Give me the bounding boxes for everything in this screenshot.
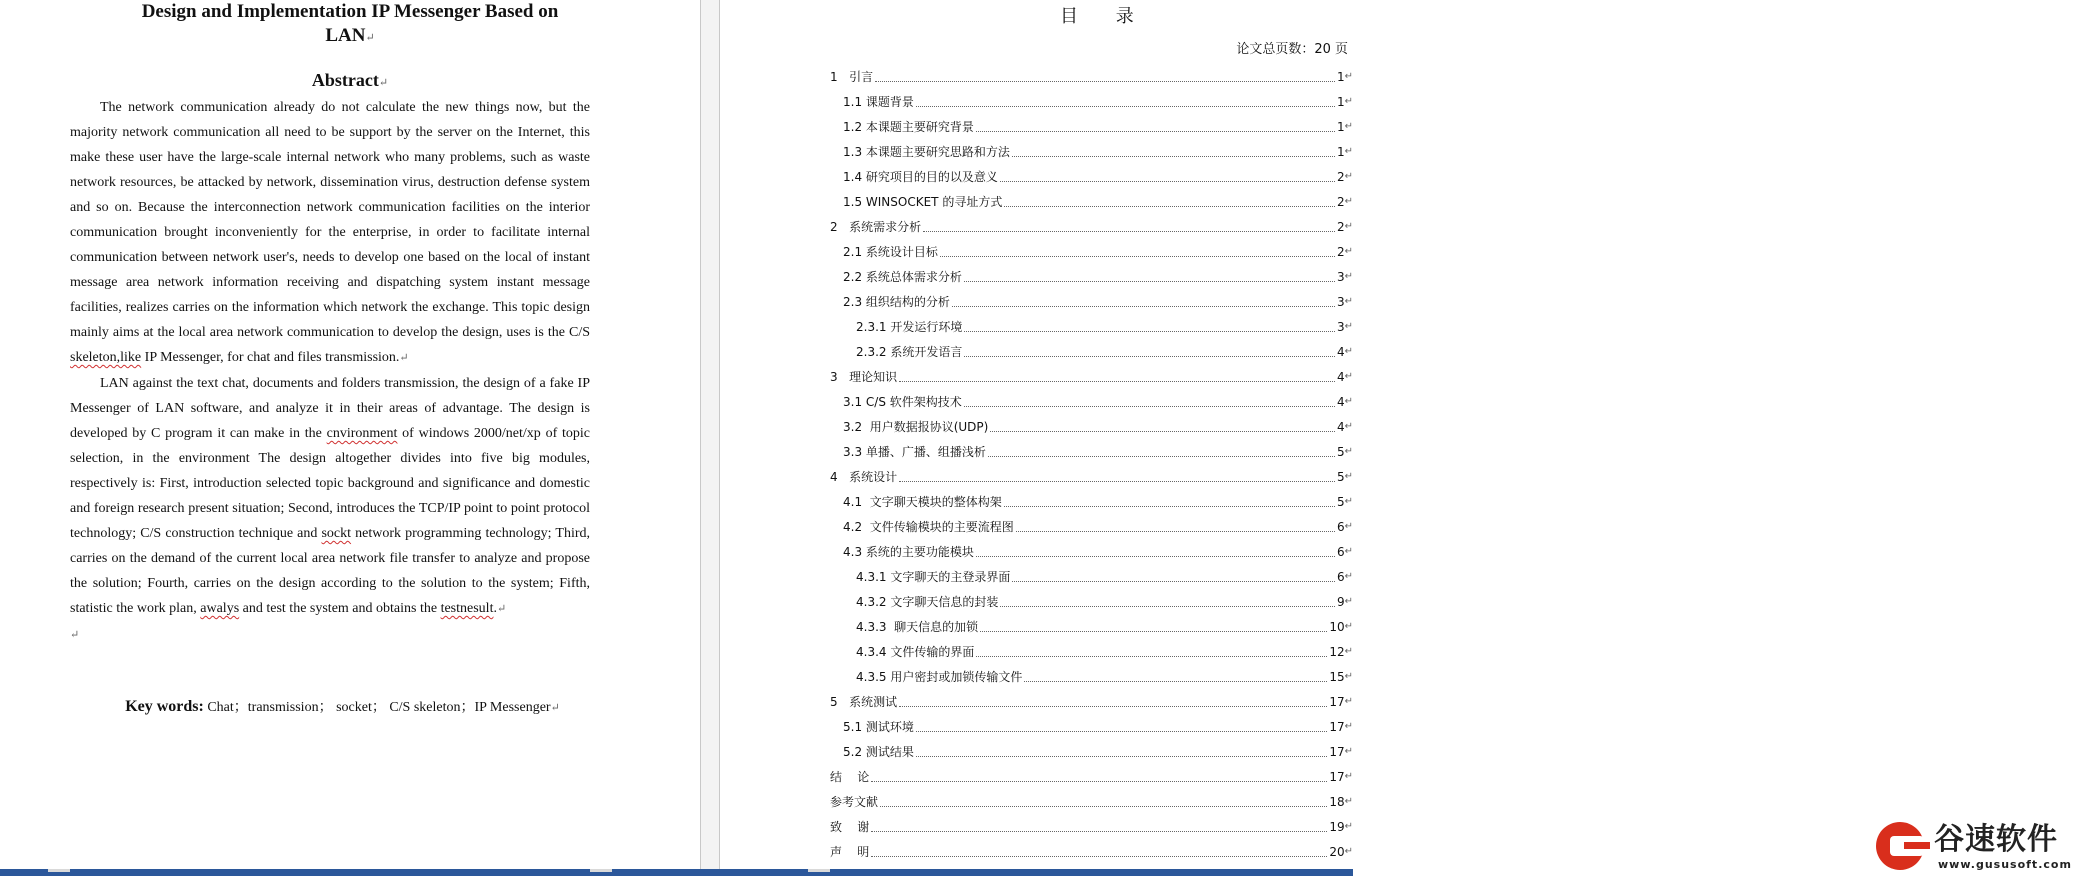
paragraph-mark: ↵ xyxy=(1344,546,1353,557)
abstract-heading xyxy=(70,68,630,95)
toc-entry-number: 4.3 xyxy=(843,544,866,559)
toc-entry-number: 1 xyxy=(830,69,850,84)
toc-leader-dots xyxy=(1000,605,1334,607)
toc-leader-dots xyxy=(1004,505,1335,507)
toc-entry-page: 2 xyxy=(1336,169,1345,184)
toc-leader-dots xyxy=(976,555,1335,557)
toc-leader-dots xyxy=(964,330,1334,332)
spelling-error-word: sockt xyxy=(321,526,352,541)
toc-leader-dots xyxy=(990,430,1334,432)
empty-paragraph xyxy=(70,622,590,647)
toc-entry[interactable] xyxy=(830,114,1353,139)
toc-leader-dots xyxy=(1012,155,1335,157)
paragraph-mark: ↵ xyxy=(1344,446,1353,457)
paragraph-mark: ↵ xyxy=(550,702,560,714)
abstract-paragraph-1 xyxy=(70,95,590,371)
toc-entry-page: 17 xyxy=(1329,769,1345,784)
toc-leader-dots xyxy=(976,655,1327,657)
toc-title-text: 目 录 xyxy=(1060,6,1150,27)
spelling-error-word: cnvironment xyxy=(326,426,398,441)
keywords-label: Key words: xyxy=(125,698,204,715)
paragraph-mark: ↵ xyxy=(1344,746,1353,757)
paragraph-mark: ↵ xyxy=(1344,96,1353,107)
toc-entry[interactable] xyxy=(830,64,1353,89)
toc-entry-page: 1 xyxy=(1336,94,1345,109)
toc-entry-title: 文件传输的界面 xyxy=(890,645,975,659)
toc-entry-page: 12 xyxy=(1329,644,1345,659)
toc-leader-dots xyxy=(976,130,1335,132)
toc-entry-number: 3.2 xyxy=(843,419,870,434)
paragraph-mark: ↵ xyxy=(1344,796,1353,807)
toc-entry-page: 10 xyxy=(1329,619,1345,634)
toc-entry-page: 19 xyxy=(1329,819,1345,834)
toc-entry-number: 4.2 xyxy=(843,519,870,534)
spelling-error-word: skeleton,like xyxy=(70,350,142,365)
toc-entry-number: 4 xyxy=(830,469,850,484)
toc-entry-title: 系统设计目标 xyxy=(865,245,938,259)
paragraph-mark: ↵ xyxy=(1344,196,1353,207)
toc-entry-number: 4.3.3 xyxy=(856,619,895,634)
abstract-paragraph-2 xyxy=(70,371,590,622)
text-run: The network communication already do not calculate the new things now, but the majority network communication all need to be support by the server on the Internet, this make these user have the large-scale internal network who many problems, such as waste network resources, be attacked by network, dissemination virus, destruction defense system and so on. Because the interconnection network communication facilities on the interior communication brought inconveniently for the enterprise, in order to facilitate internal communication between network user's, needs to develop one based on the local of instant message area network information receiving and dispatching system instant message facilities, realizes carries on the information which network the exchange. This topic design mainly aims at the local area network communication to develop the design, uses is the C/S xyxy=(70,100,590,340)
toc-entry-number: 2.3.1 xyxy=(856,319,891,334)
paragraph-mark: ↵ xyxy=(1344,246,1353,257)
toc-entry-number: 5.1 xyxy=(843,719,866,734)
toc-entry-title: 开发运行环境 xyxy=(890,320,963,334)
toc-leader-dots xyxy=(871,780,1327,782)
paragraph-mark: ↵ xyxy=(1344,396,1353,407)
toc-entry[interactable] xyxy=(830,614,1353,639)
paragraph-mark: ↵ xyxy=(1344,346,1353,357)
toc-entry-number: 5.2 xyxy=(843,744,866,759)
toc-entry-title: 文字聊天模块的整体构架 xyxy=(869,495,1002,509)
text-run: and test the system and obtains the xyxy=(239,601,441,616)
paragraph-mark: ↵ xyxy=(365,32,375,44)
toc-entry-page: 17 xyxy=(1329,744,1345,759)
toc-entry[interactable] xyxy=(830,189,1353,214)
toc-entry[interactable] xyxy=(830,439,1353,464)
toc-entry-page: 6 xyxy=(1336,519,1345,534)
toc-entry-number: 2 xyxy=(830,219,850,234)
text-run: . xyxy=(493,601,497,616)
paragraph-mark: ↵ xyxy=(1344,596,1353,607)
toc-entry-page: 1 xyxy=(1336,119,1345,134)
toc-entry-page: 17 xyxy=(1329,694,1345,709)
toc-entry-page: 1 xyxy=(1336,144,1345,159)
toc-entry-title: 测试结果 xyxy=(865,745,914,759)
text-run: network programming technology; Third, carries on the demand of the current local area network file transfer to analyze and propose the solution; Fourth, carries on the design according to the solution to the system; Fifth, statistic the work plan, xyxy=(70,526,591,616)
toc-entry-title: 本课题主要研究背景 xyxy=(865,120,974,134)
toc-entry-title: 课题背景 xyxy=(865,95,914,109)
toc-entry-title: 系统开发语言 xyxy=(890,345,963,359)
paragraph-mark: ↵ xyxy=(1344,721,1353,732)
logo-url-text: www.gususoft.com xyxy=(1938,858,2072,871)
toc-entry[interactable] xyxy=(830,789,1353,814)
ruler-tick xyxy=(48,869,70,872)
toc-entry-page: 2 xyxy=(1336,194,1345,209)
toc-entry-title: 单播、广播、组播浅析 xyxy=(865,445,986,459)
paragraph-mark: ↵ xyxy=(1344,846,1353,857)
paragraph-mark: ↵ xyxy=(70,629,80,641)
toc-entry[interactable] xyxy=(830,664,1353,689)
toc-leader-dots xyxy=(952,305,1335,307)
toc-entry-page: 5 xyxy=(1336,494,1345,509)
logo-g-bar xyxy=(1904,842,1930,849)
toc-entry-title: 声 明 xyxy=(830,845,870,859)
paragraph-mark: ↵ xyxy=(496,603,507,615)
toc-entry[interactable] xyxy=(830,589,1353,614)
paragraph-mark: ↵ xyxy=(1344,671,1353,682)
toc-entry[interactable] xyxy=(830,339,1353,364)
toc-entry-number: 1.3 xyxy=(843,144,866,159)
paragraph-mark: ↵ xyxy=(1344,171,1353,182)
paragraph-mark: ↵ xyxy=(1344,321,1353,332)
toc-leader-dots xyxy=(1000,180,1335,182)
toc-entry[interactable] xyxy=(830,689,1353,714)
toc-entry-title: 文件传输模块的主要流程图 xyxy=(869,520,1014,534)
toc-entry-title: 系统的主要功能模块 xyxy=(865,545,974,559)
paragraph-mark: ↵ xyxy=(1344,621,1353,632)
toc-entry-page: 4 xyxy=(1336,369,1345,384)
spelling-error-word: awalys xyxy=(200,601,240,616)
toc-leader-dots xyxy=(1004,205,1334,207)
toc-entry-page: 18 xyxy=(1329,794,1345,809)
text-run: IP Messenger, for chat and files transmission. xyxy=(141,350,400,365)
toc-entry[interactable] xyxy=(830,414,1353,439)
toc-entry-page: 6 xyxy=(1336,569,1345,584)
toc-entry-number: 4.3.2 xyxy=(856,594,891,609)
toc-entry-page: 9 xyxy=(1336,594,1345,609)
keywords-text: Chat；transmission； socket； C/S skeleton；IP Messenger xyxy=(203,700,551,715)
toc-entry-title: 参考文献 xyxy=(830,795,879,809)
toc-leader-dots xyxy=(964,355,1334,357)
toc-leader-dots xyxy=(988,455,1335,457)
text-run: of windows 2000/net/xp of topic selection, in the environment The design altogether divides into five big modules, respectively is: First, introduction selected topic background and significance and domestic and foreign research present situation; Second, introduces the TCP/IP point to point protocol technology; C/S construction technique and xyxy=(70,426,590,541)
abstract-heading-text: Abstract xyxy=(311,70,379,90)
paragraph-mark: ↵ xyxy=(1344,296,1353,307)
left-page xyxy=(0,0,700,870)
toc-entry[interactable] xyxy=(830,739,1353,764)
paragraph-mark: ↵ xyxy=(1344,646,1353,657)
toc-leader-dots xyxy=(875,80,1335,82)
paragraph-mark: ↵ xyxy=(1344,521,1353,532)
toc-entry[interactable] xyxy=(830,264,1353,289)
toc-entry-number: 4.3.5 xyxy=(856,669,891,684)
ruler-tick xyxy=(808,869,830,872)
toc-entry[interactable] xyxy=(830,314,1353,339)
paragraph-mark: ↵ xyxy=(1344,821,1353,832)
toc-leader-dots xyxy=(1024,680,1327,682)
toc-entry-number: 3.1 xyxy=(843,394,866,409)
toc-entry-title: 结 论 xyxy=(830,770,870,784)
toc-entry-title: WINSOCKET 的寻址方式 xyxy=(865,195,1003,209)
toc-entry[interactable] xyxy=(830,289,1353,314)
toc-entry-number: 2.1 xyxy=(843,244,866,259)
toc-entry-number: 2.3 xyxy=(843,294,866,309)
toc-entry-page: 4 xyxy=(1336,419,1345,434)
toc-entry-page: 3 xyxy=(1336,269,1345,284)
paragraph-mark: ↵ xyxy=(1344,571,1353,582)
toc-entry-title: 测试环境 xyxy=(865,720,914,734)
toc-leader-dots xyxy=(923,230,1335,232)
toc-title xyxy=(1060,4,1150,30)
toc-entry[interactable] xyxy=(830,514,1353,539)
toc-entry-page: 2 xyxy=(1336,219,1345,234)
toc-entry-number: 4.3.1 xyxy=(856,569,891,584)
toc-entry-title: 本课题主要研究思路和方法 xyxy=(865,145,1010,159)
toc-entry[interactable] xyxy=(830,814,1353,839)
toc-entry[interactable] xyxy=(830,89,1353,114)
toc-leader-dots xyxy=(940,255,1335,257)
toc-entry-title: 引言 xyxy=(849,70,874,84)
text-run: LAN against the text chat, documents and folders transmission, the design of a fake IP Messenger of LAN software, and analyze it in their areas of advantage. The design is developed by C program it can make in the xyxy=(70,376,590,441)
paragraph-mark: ↵ xyxy=(1344,421,1353,432)
toc-entry-title: 用户数据报协议(UDP) xyxy=(869,420,989,434)
toc-entry[interactable] xyxy=(830,214,1353,239)
page-gutter xyxy=(700,0,720,870)
toc-entry-title: 聊天信息的加锁 xyxy=(894,620,979,634)
toc-leader-dots xyxy=(1012,580,1334,582)
toc-entry-title: 系统设计 xyxy=(849,470,898,484)
toc-entry[interactable] xyxy=(830,764,1353,789)
toc-leader-dots xyxy=(964,280,1335,282)
toc-leader-dots xyxy=(899,705,1327,707)
toc-entry-page: 15 xyxy=(1329,669,1345,684)
toc-leader-dots xyxy=(871,855,1327,857)
paragraph-mark: ↵ xyxy=(1344,121,1353,132)
keywords-line xyxy=(70,694,615,721)
toc-entry-title: 用户密封或加锁传输文件 xyxy=(890,670,1023,684)
toc-entry[interactable] xyxy=(830,539,1353,564)
toc-leader-dots xyxy=(980,630,1327,632)
toc-entry-number: 1.4 xyxy=(843,169,866,184)
logo-brand-text: 谷速软件 xyxy=(1934,822,2058,857)
paragraph-mark: ↵ xyxy=(1344,771,1353,782)
paragraph-mark: ↵ xyxy=(1344,146,1353,157)
toc-entry-number: 1.1 xyxy=(843,94,866,109)
toc-entry[interactable] xyxy=(830,839,1353,864)
toc-entry-title: 文字聊天信息的封装 xyxy=(890,595,999,609)
watermark-logo xyxy=(1876,820,2073,872)
toc-entry[interactable] xyxy=(830,639,1353,664)
toc-entry-title: 系统总体需求分析 xyxy=(865,270,962,284)
title-line-1: Design and Implementation IP Messenger Based on xyxy=(141,1,559,22)
toc-entry-page: 20 xyxy=(1329,844,1345,859)
toc-entry-number: 3 xyxy=(830,369,850,384)
toc-entry-number: 2.3.2 xyxy=(856,344,891,359)
toc-entry-title: 研究项目的目的以及意义 xyxy=(865,170,998,184)
paragraph-mark: ↵ xyxy=(1344,271,1353,282)
paragraph-mark: ↵ xyxy=(1344,71,1353,82)
toc-entry-page: 5 xyxy=(1336,469,1345,484)
toc-entry-page: 3 xyxy=(1336,294,1345,309)
toc-leader-dots xyxy=(871,830,1327,832)
toc-entry-page: 17 xyxy=(1329,719,1345,734)
status-bar xyxy=(0,869,1353,876)
toc-entry-number: 4.1 xyxy=(843,494,870,509)
abstract-body xyxy=(70,95,590,647)
toc-leader-dots xyxy=(899,380,1335,382)
spelling-error-word: testnesult xyxy=(440,601,494,616)
ruler-tick xyxy=(590,869,612,872)
toc-list xyxy=(830,64,1353,864)
toc-leader-dots xyxy=(1016,530,1335,532)
paragraph-mark: ↵ xyxy=(1344,371,1353,382)
toc-entry-page: 2 xyxy=(1336,244,1345,259)
toc-leader-dots xyxy=(899,480,1335,482)
toc-entry[interactable] xyxy=(830,489,1353,514)
toc-entry-number: 1.2 xyxy=(843,119,866,134)
paragraph-mark: ↵ xyxy=(399,352,409,364)
toc-entry-page: 3 xyxy=(1336,319,1345,334)
toc-entry-title: 文字聊天的主登录界面 xyxy=(890,570,1011,584)
paragraph-mark: ↵ xyxy=(378,77,389,89)
right-page xyxy=(720,0,2072,871)
toc-leader-dots xyxy=(964,405,1335,407)
paragraph-mark: ↵ xyxy=(1344,221,1353,232)
toc-entry-title: 致 谢 xyxy=(830,820,870,834)
toc-entry[interactable] xyxy=(830,364,1353,389)
toc-entry-page: 4 xyxy=(1336,394,1345,409)
toc-entry-number: 1.5 xyxy=(843,194,866,209)
toc-entry[interactable] xyxy=(830,564,1353,589)
paragraph-mark: ↵ xyxy=(1344,696,1353,707)
toc-entry-title: 系统需求分析 xyxy=(849,220,922,234)
toc-leader-dots xyxy=(916,730,1327,732)
toc-entry-page: 6 xyxy=(1336,544,1345,559)
toc-leader-dots xyxy=(880,805,1327,807)
toc-entry-number: 5 xyxy=(830,694,850,709)
toc-entry[interactable] xyxy=(830,389,1353,414)
toc-entry-title: 组织结构的分析 xyxy=(865,295,950,309)
toc-entry-title: 系统测试 xyxy=(849,695,898,709)
toc-entry[interactable] xyxy=(830,464,1353,489)
title-line-2: LAN xyxy=(325,25,366,46)
toc-entry-page: 1 xyxy=(1336,69,1345,84)
toc-leader-dots xyxy=(916,755,1327,757)
document-title xyxy=(70,0,630,50)
toc-leader-dots xyxy=(916,105,1335,107)
toc-entry-page: 4 xyxy=(1336,344,1345,359)
toc-entry-number: 3.3 xyxy=(843,444,866,459)
total-pages-label: 论文总页数：20 页 xyxy=(1236,42,1348,57)
toc-entry-title: 理论知识 xyxy=(849,370,898,384)
paragraph-mark: ↵ xyxy=(1344,471,1353,482)
toc-entry-title: C/S 软件架构技术 xyxy=(865,395,962,409)
toc-entry[interactable] xyxy=(830,239,1353,264)
toc-entry[interactable] xyxy=(830,139,1353,164)
toc-entry-number: 4.3.4 xyxy=(856,644,891,659)
toc-entry-number: 2.2 xyxy=(843,269,866,284)
paragraph-mark: ↵ xyxy=(1344,496,1353,507)
toc-entry-page: 5 xyxy=(1336,444,1345,459)
toc-entry[interactable] xyxy=(830,164,1353,189)
toc-entry[interactable] xyxy=(830,714,1353,739)
